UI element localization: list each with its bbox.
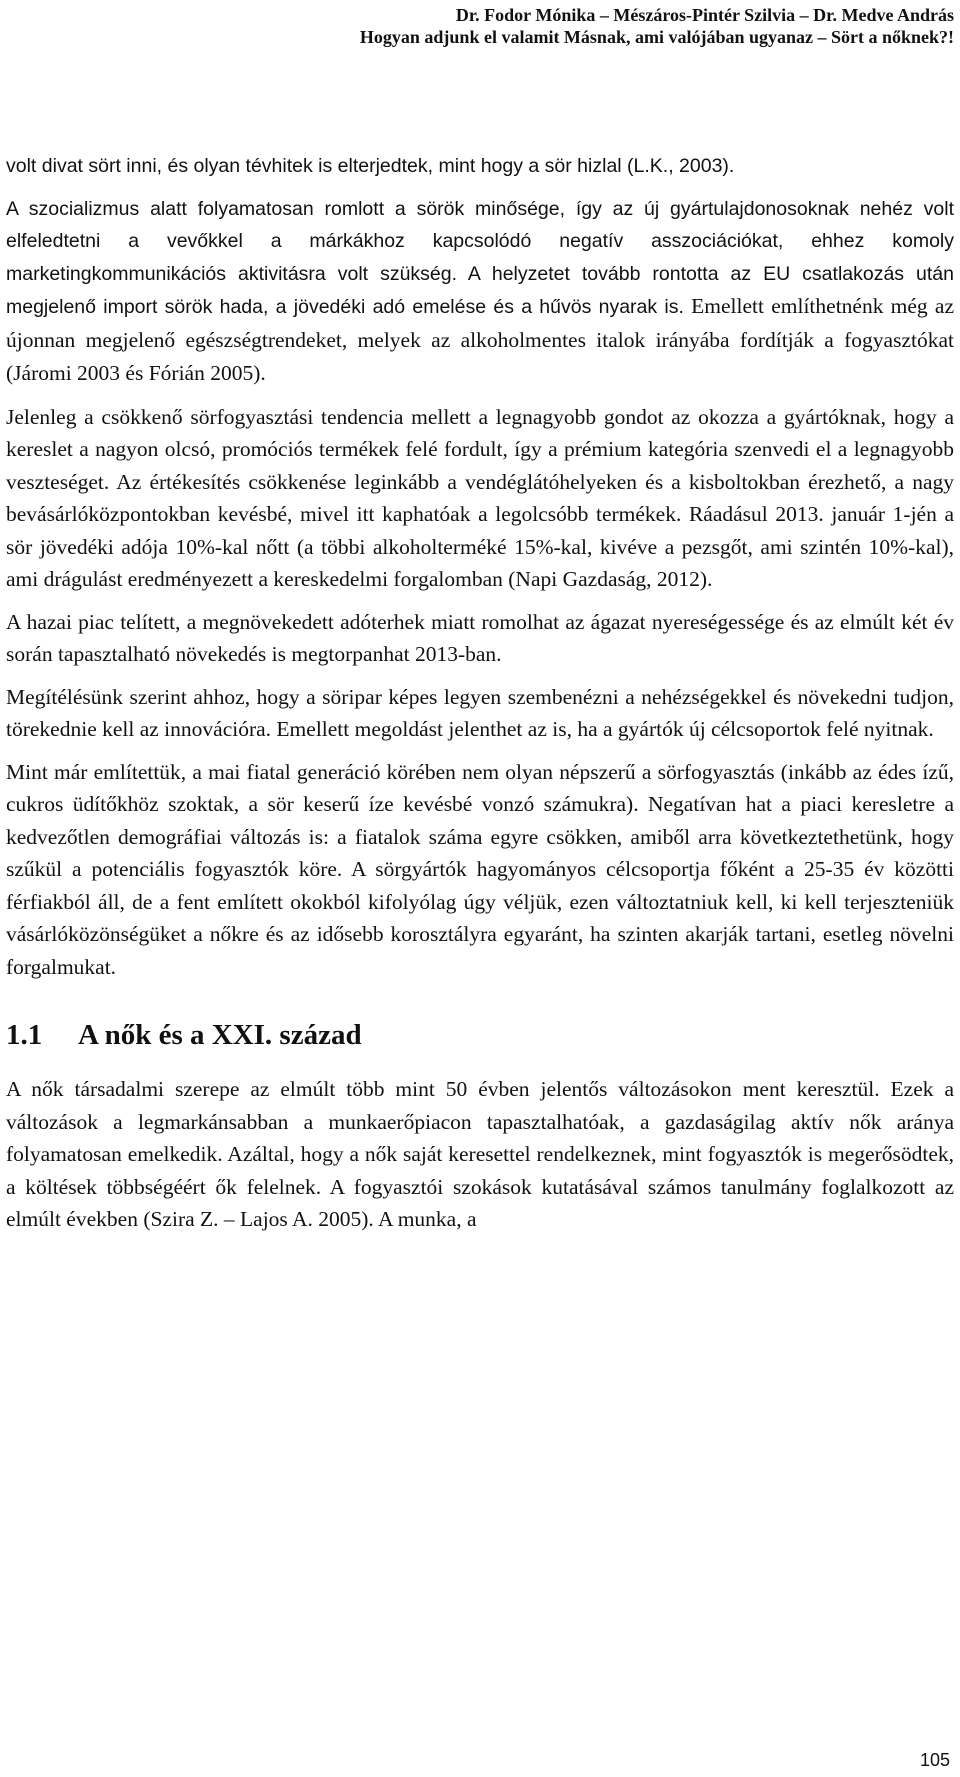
section-heading [6, 1017, 954, 1053]
section-title: A nők és a XXI. század [78, 1019, 362, 1051]
running-header [360, 4, 954, 48]
paragraph-5: Megítélésünk szerint ahhoz, hogy a söripar képes legyen szembenézni a nehézségekkel és növekedni tudjon, törekednie kell az innovációra. Emellett megoldást jelenthet az is, ha a gyártók új célcsoportok felé nyitnak. [6, 684, 954, 741]
paragraph-2-part-a: A szocializmus alatt folyamatosan romlott a sörök minősége, így az új gyártulajdonosoknak nehéz volt elfeledtetni a vevőkkel a márkákhoz kapcsolódó negatív asszociációkat, ehhez komoly marketingkommunikációs aktivitásra volt szükség. A helyzetet tovább rontotta az EU csatlakozás után megjelenő import sörök hada, a jövedéki adó emelése és a hűvös nyarak is. [6, 197, 954, 318]
paragraph-7: A nők társadalmi szerepe az elmúlt több mint 50 évben jelentős változásokon ment keresztül. Ezek a változások a legmarkánsabban a munkaerőpiacon tapasztalhatóak, a gazdaságilag aktív nők aránya folyamatosan emelkedik. Azáltal, hogy a nők saját keresettel rendelkeznek, mint fogyasztók is megerősödtek, a költések többségéért ők felelnek. A fogyasztói szokások kutatásával számos tanulmány foglalkozott az elmúlt években (Szira Z. – Lajos A. 2005). A munka, a [6, 1077, 954, 1231]
page-number: 105 [919, 1750, 950, 1770]
page-body [6, 150, 954, 1236]
paragraph-4: A hazai piac telített, a megnövekedett adóterhek miatt romolhat az ágazat nyereségessége és az elmúlt két év során tapasztalható növekedés is megtorpanhat 2013-ban. [6, 609, 954, 666]
paragraph-2 [6, 193, 954, 391]
paragraph-3: Jelenleg a csökkenő sörfogyasztási tendencia mellett a legnagyobb gondot az okozza a gyártóknak, hogy a kereslet a nagyon olcsó, promóciós termékek felé fordult, így a prémium kategória szenvedi el a legnagyobb veszteséget. Az értékesítés csökkenése leginkább a vendéglátóhelyeken és a kisboltokban érezhető, a nagy bevásárlóközpontokban kevésbé, mivel itt kaphatóak a legolcsóbb termékek. Ráadásul 2013. január 1-jén a sör jövedéki adója 10%-kal nőtt (a többi alkoholterméké 15%-kal, kivéve a pezsgőt, ami szintén 10%-kal), ami drágulást eredményezett a kereskedelmi forgalomban (Napi Gazdaság, 2012). [6, 404, 954, 591]
section-number: 1.1 [6, 1019, 43, 1051]
header-title: Hogyan adjunk el valamit Másnak, ami valójában ugyanaz – Sört a nőknek?! [359, 27, 954, 47]
paragraph-2-part-b: Emellett említhetnénk még az újonnan megjelenő egészségtrendeket, melyek az alkoholmentes italok irányába fordítják a fogyasztókat (Járomi 2003 és Fórián 2005). [6, 294, 954, 385]
header-authors: Dr. Fodor Mónika – Mészáros-Pintér Szilvia – Dr. Medve András [455, 5, 954, 25]
paragraph-6: Mint már említettük, a mai fiatal generáció körében nem olyan népszerű a sörfogyasztás (inkább az édes ízű, cukros üdítőkhöz szoktak, a sör keserű íze kevésbé vonzó számukra). Negatívan hat a piaci keresletre a kedvezőtlen demográfiai változás is: a fiatalok száma egyre csökken, amiből arra következtethetünk, hogy szűkül a potenciális fogyasztók köre. A sörgyártók hagyományos célcsoportja főként a 25-35 év közötti férfiakból áll, de a fent említett okokból kifolyólag úgy véljük, ezen változtatniuk kell, ki kell terjeszteniük vásárlóközönségüket a nőkre és az idősebb korosztályra egyaránt, ha szinten akarják tartani, esetleg növelni forgalmukat. [6, 759, 954, 979]
paragraph-1: volt divat sört inni, és olyan tévhitek is elterjedtek, mint hogy a sör hizlal (L.K., 2003). [6, 155, 735, 177]
